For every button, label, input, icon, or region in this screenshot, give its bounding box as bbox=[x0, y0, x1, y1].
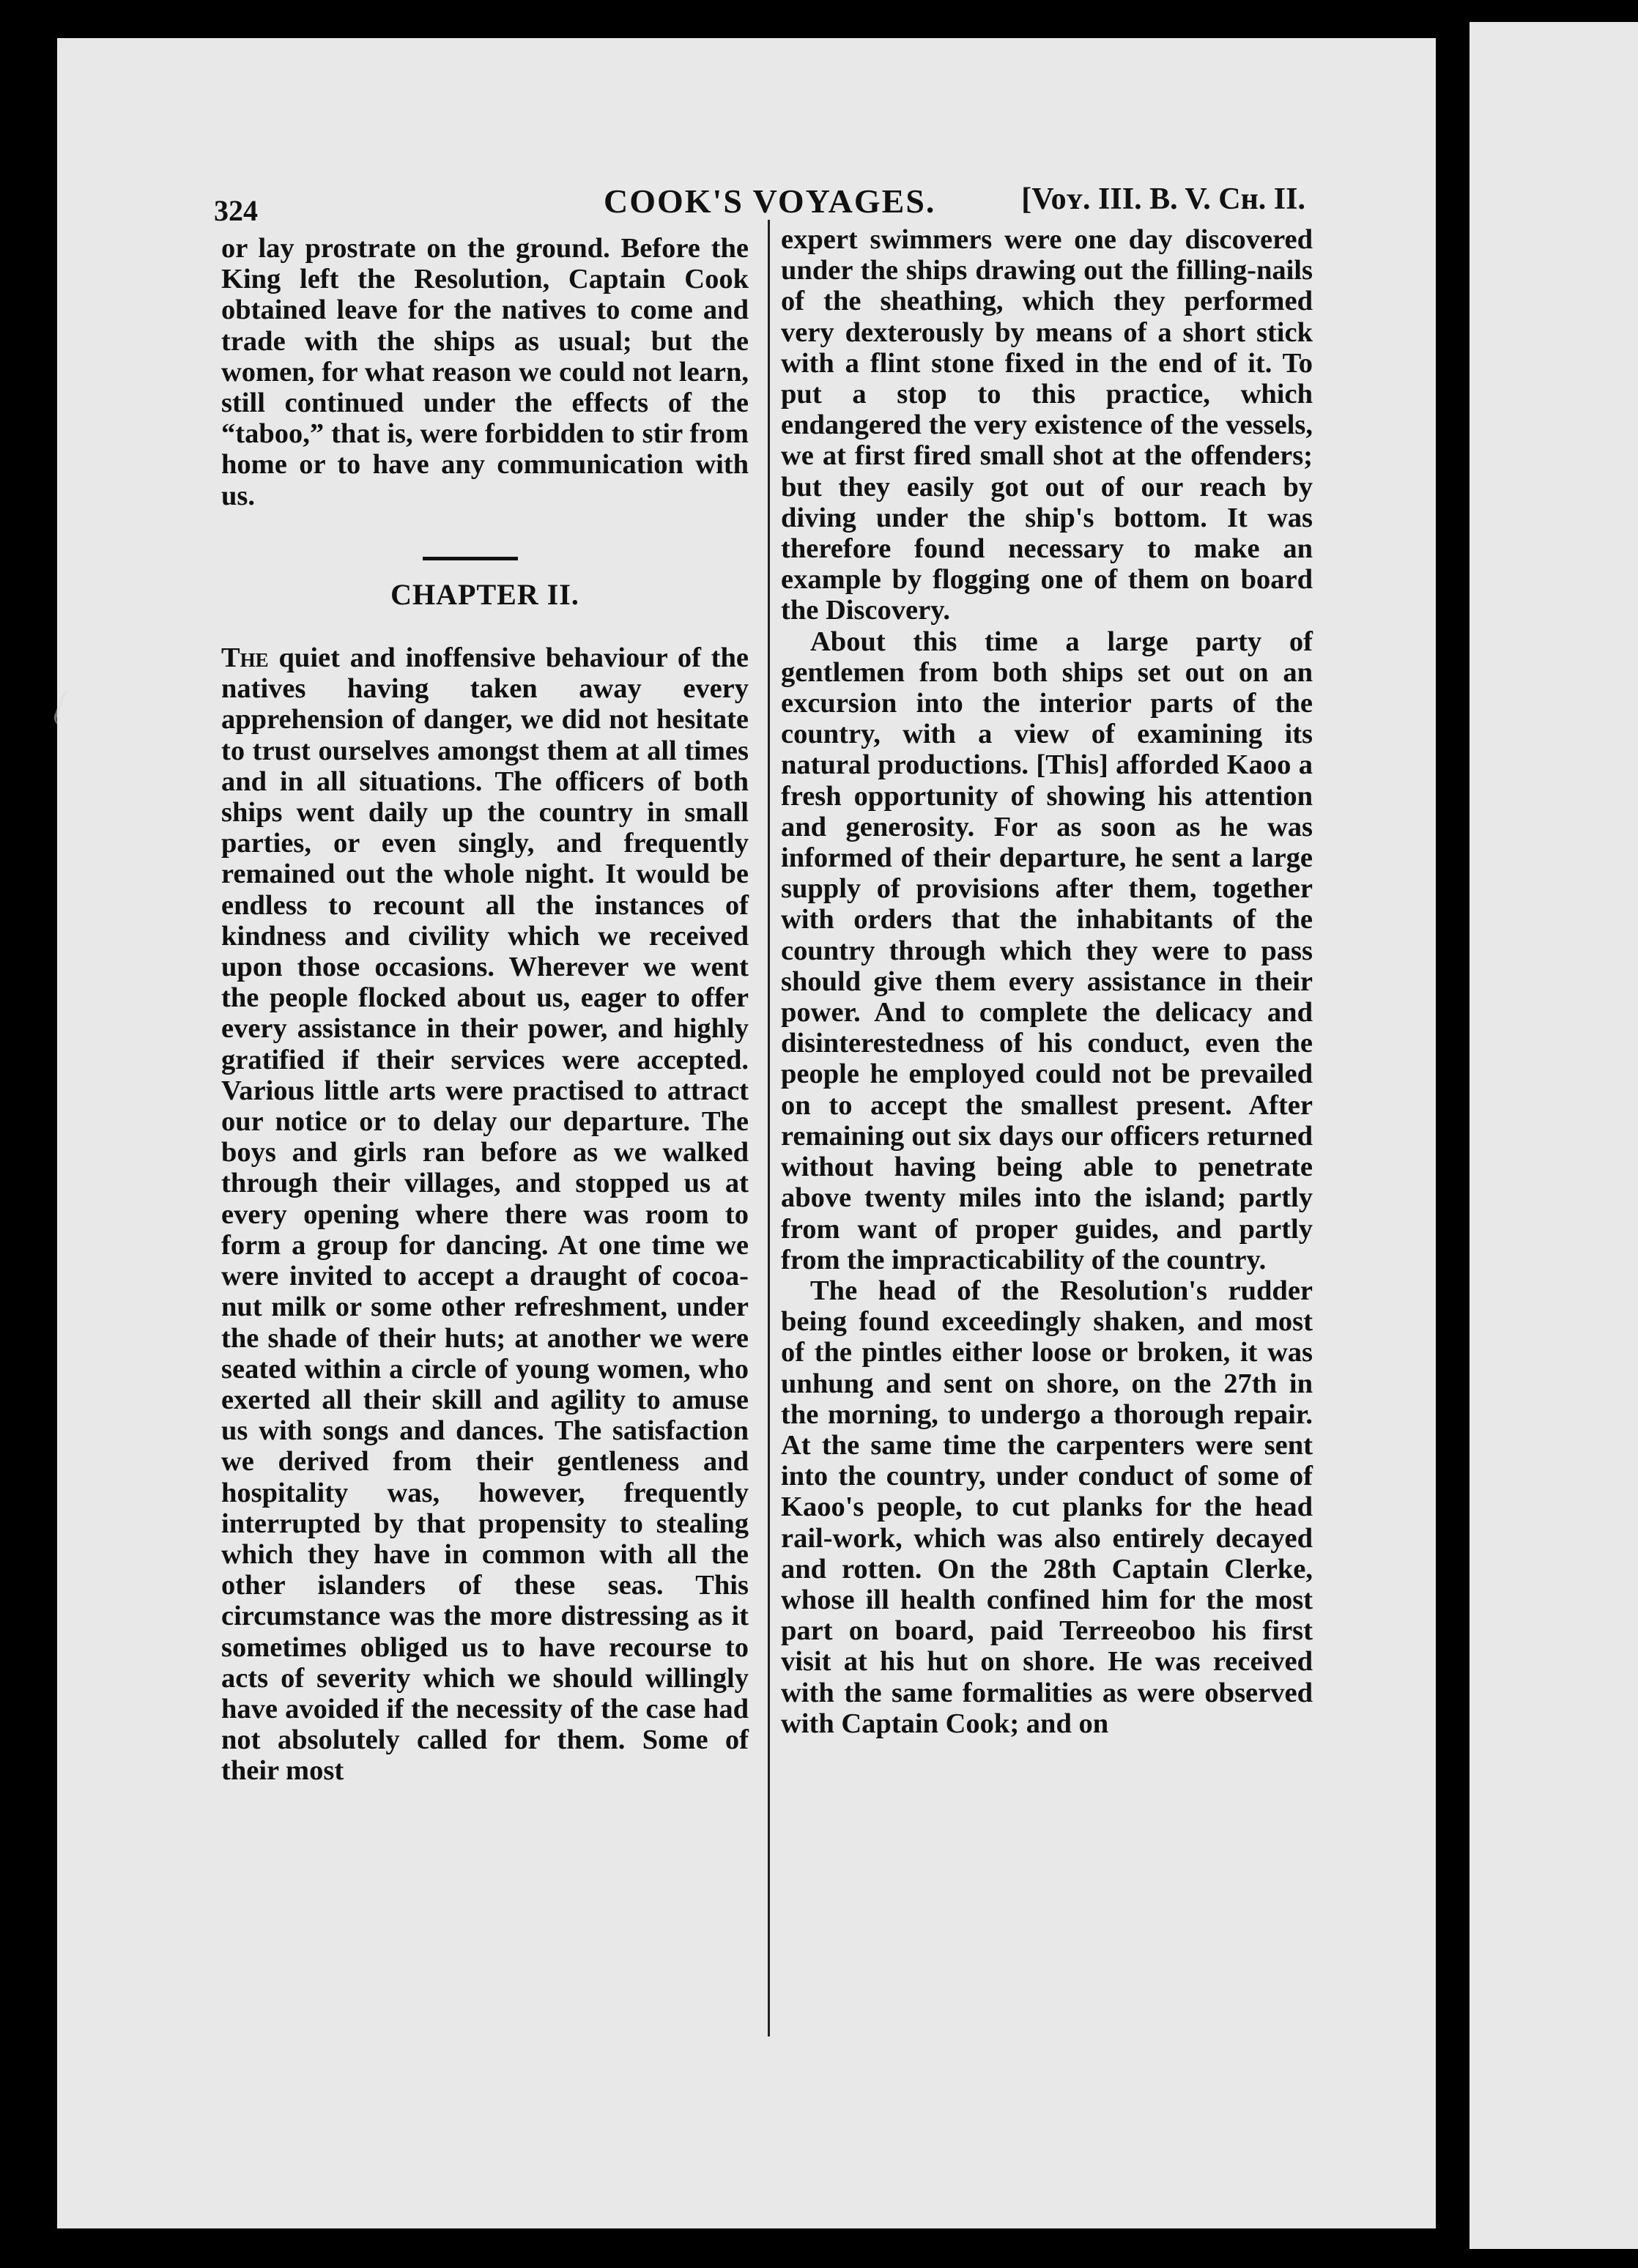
paragraph: About this time a large party of gentlemen from both ships set out on an excursion into the interior parts of the country, with a view of examining its natural productions. [This] afforded Kaoo a fresh opportunity of showing his attention and generosity. For as soon as he was informed of their departure, he sent a large supply of provisions after them, together with orders that the inhabitants of the country through which they were to pass should give them every assistance in their power. And to complete the delicacy and disinterestedness of his conduct, even the people he employed could not be prevailed on to accept the smallest present. After remaining out six days our officers returned without having being able to penetrate above twenty miles into the island; partly from want of proper guides, and partly from the impracticability of the country. bbox=[781, 626, 1313, 1275]
column-divider bbox=[768, 220, 770, 2037]
chapter-heading: CHAPTER II. bbox=[390, 577, 579, 611]
page-gutter bbox=[1465, 22, 1470, 2249]
paragraph-text: quiet and inoffensive behaviour of the natives having taken away every apprehension of danger, we did not hesitate to trust ourselves amongst them at all times and in all situations. The officers of both ships went daily up the country in small parties, or even singly, and frequently remained out the whole night. It would be endless to recount all the instances of kindness and civility which we received upon those occasions. Wherever we went the people flocked about us, eager to offer every assistance in their power, and highly gratified if their services were accepted. Various little arts were practised to attract our notice or to delay our departure. The boys and girls ran before as we walked through their villages, and stopped us at every opening where there was room to form a group for dancing. At one time we were invited to accept a draught of cocoa-nut milk or some other refreshment, under the shade of their huts; at another we were seated within a circle of young women, who exerted all their skill and agility to amuse us with songs and dances. The satisfaction we derived from their gentleness and hospitality was, however, frequently interrupted by that propensity to stealing which they have in common with all the other islanders of these seas. This circumstance was the more distressing as it sometimes obliged us to have recourse to acts of severity which we should willingly have avoided if the necessity of the case had not absolutely called for them. Some of their most bbox=[221, 642, 749, 1787]
section-rule bbox=[423, 557, 518, 560]
paragraph: The head of the Resolution's rudder being found exceedingly shaken, and most of the pintles either loose or broken, it was unhung and sent on shore, on the 27th in the morning, to undergo a thorough repair. At the same time the carpenters were sent into the country, under conduct of some of Kaoo's people, to cut planks for the head rail-work, which was also entirely decayed and rotten. On the 28th Captain Clerke, whose ill health confined him for the most part on board, paid Terreeoboo his first visit at his hut on shore. He was received with the same formalities as were observed with Captain Cook; and on bbox=[781, 1275, 1313, 1739]
adjacent-page-edge bbox=[1465, 22, 1638, 2249]
section-reference: [Voʏ. III. B. V. Cʜ. II. bbox=[1021, 182, 1305, 216]
left-column bbox=[221, 233, 749, 1787]
paragraph: or lay prostrate on the ground. Before the King left the Resolution, Captain Cook obtained leave for the natives to come and trade with the ships as usual; but the women, for what reason we could not learn, still continued under the effects of the “taboo,” that is, were forbidden to stir from home or to have any communication with us. bbox=[221, 233, 749, 511]
margin-mark bbox=[51, 689, 87, 732]
right-column bbox=[781, 224, 1313, 1739]
running-title: COOK'S VOYAGES. bbox=[604, 182, 936, 220]
paragraph: expert swimmers were one day discovered under the ships drawing out the filling-nails of the sheathing, which they performed very dexterously by means of a short stick with a flint stone fixed in the end of it. To put a stop to this practice, which endangered the very existence of the vessels, we at first fired small shot at the offenders; but they easily got out of our reach by diving under the ship's bottom. It was therefore found necessary to make an example by flogging one of them on board the Discovery. bbox=[781, 224, 1313, 626]
paragraph bbox=[221, 642, 749, 1787]
drop-word: The bbox=[221, 642, 269, 674]
page-number: 324 bbox=[214, 194, 258, 227]
